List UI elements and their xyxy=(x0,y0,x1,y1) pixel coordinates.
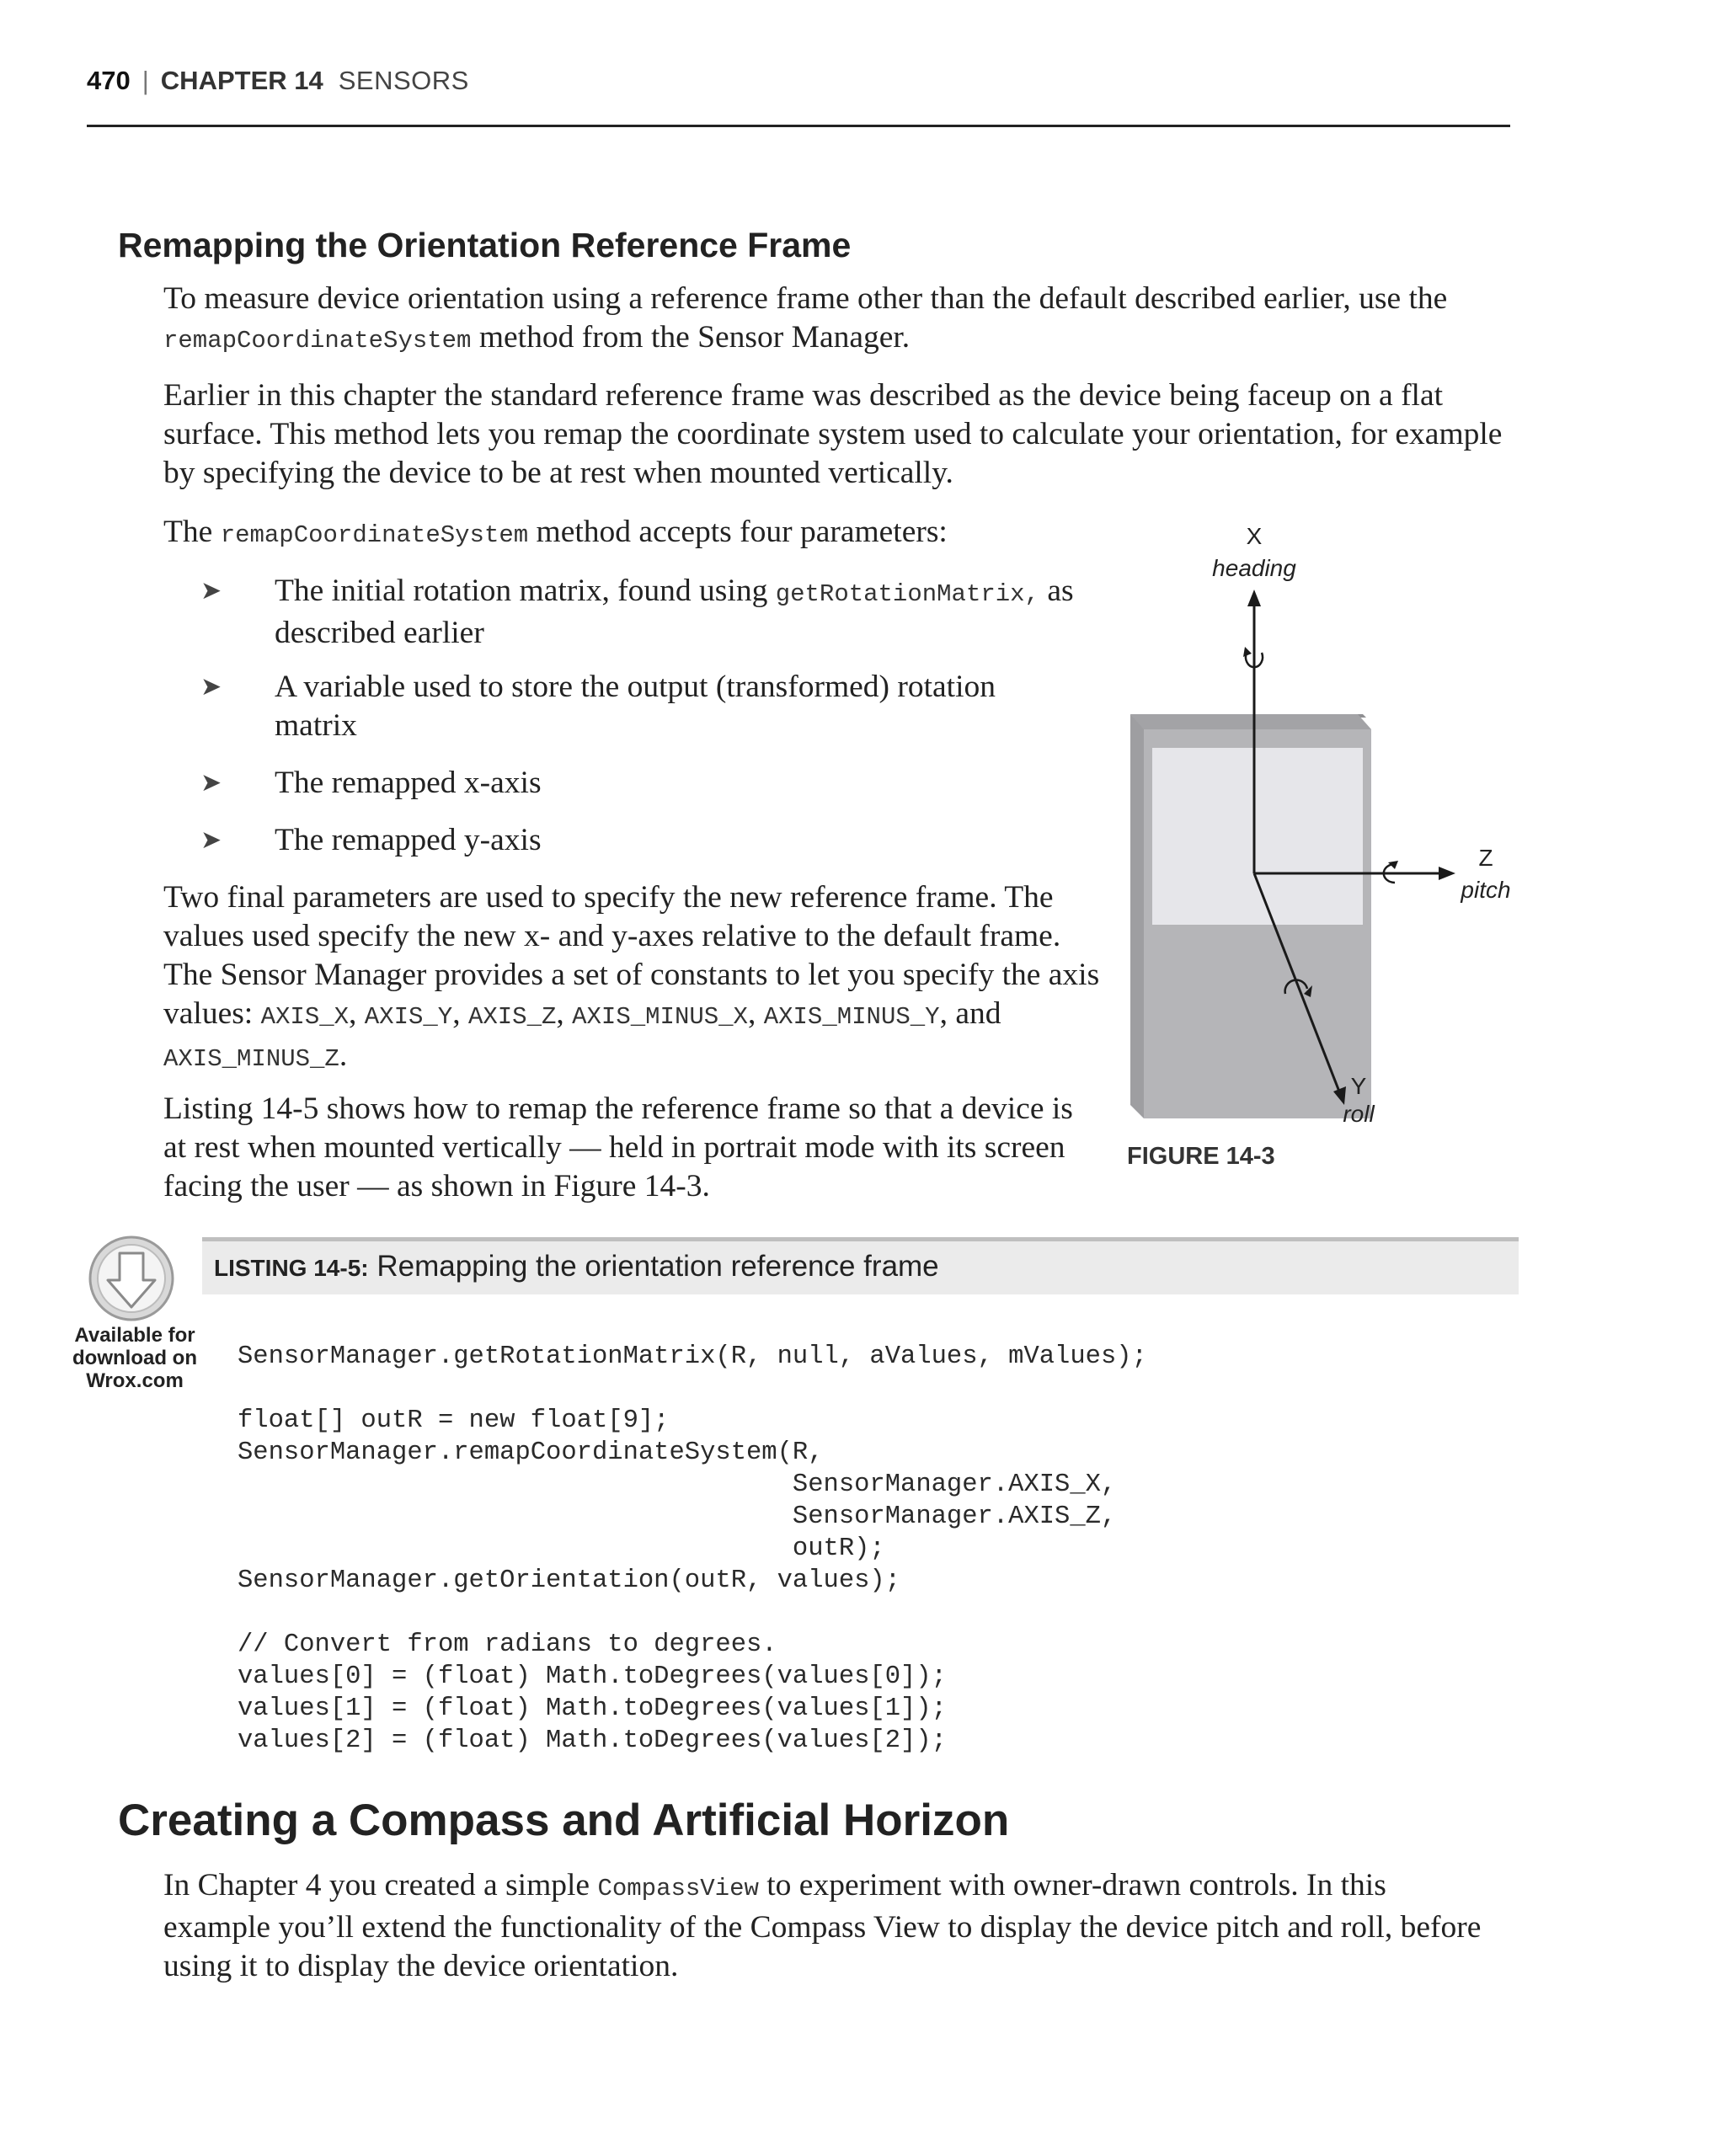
x-axis-arrowhead xyxy=(1247,590,1261,606)
inline-code: AXIS_X xyxy=(260,1003,350,1031)
device-screen xyxy=(1152,748,1363,925)
inline-code: AXIS_MINUS_Y xyxy=(763,1003,940,1031)
section-heading-remap: Remapping the Orientation Reference Frame xyxy=(118,226,852,264)
download-label-line: download on xyxy=(72,1347,197,1369)
inline-code: AXIS_MINUS_X xyxy=(572,1003,748,1031)
bullet-arrow-icon: ➤ xyxy=(200,672,222,702)
inline-code: remapCoordinateSystem xyxy=(220,521,529,549)
running-header xyxy=(87,66,469,96)
page-number: 470 xyxy=(87,66,131,95)
device-side-edge xyxy=(1130,714,1144,1118)
listing-title-text: Remapping the orientation reference frame xyxy=(377,1250,939,1283)
text-run: . xyxy=(339,1038,348,1073)
text-run: method accepts four parameters: xyxy=(528,515,948,549)
list-item-text xyxy=(275,572,1076,653)
text-run: To measure device orientation using a reference frame other than the default described earlier, use the xyxy=(163,281,1448,316)
paragraph-final-params: Two final parameters are used to specify the new reference frame. The values used specify the new x- and y-axes relative to the default frame. The Sensor Manager provides a set of constants to let you specify the axis values: AXIS_X, AXIS_Y, AXIS_Z, AXIS_MINUS_X, AXIS_MINUS_Y, and AXIS_MINUS_Z. xyxy=(163,880,1100,1073)
inline-code: getRotationMatrix, xyxy=(775,580,1039,608)
device-bevel xyxy=(1130,714,1371,729)
y-axis-label: Y xyxy=(1350,1073,1367,1099)
list-item-text: The remapped x-axis xyxy=(275,766,542,800)
text-run: The xyxy=(163,515,221,549)
download-label-line: Available for xyxy=(74,1324,195,1347)
listing-label: LISTING 14-5: xyxy=(214,1255,369,1281)
bullet-arrow-icon: ➤ xyxy=(200,576,222,606)
chapter-label: CHAPTER 14 xyxy=(160,66,323,95)
bullet-arrow-icon: ➤ xyxy=(200,768,222,798)
text-run: as described earlier xyxy=(275,574,1074,650)
text-run: The initial rotation matrix, found using xyxy=(275,574,776,608)
list-item-text: The remapped y-axis xyxy=(275,823,542,857)
paragraph-compass-intro xyxy=(163,1866,1486,1986)
list-item-text: A variable used to store the output (transformed) rotation matrix xyxy=(275,670,996,743)
text-run: In Chapter 4 you created a simple xyxy=(163,1868,598,1903)
x-axis-caption: heading xyxy=(1212,555,1296,581)
download-label-line: Wrox.com xyxy=(86,1369,184,1392)
text-run: to experiment with owner-drawn controls. In this example you’ll extend the functionality of the Compass View to display the device pitch and roll, before using it to display the device orientation. xyxy=(163,1868,1482,1983)
paragraph-four-params xyxy=(163,513,1174,555)
y-axis-caption: roll xyxy=(1343,1101,1375,1127)
download-label[interactable] xyxy=(72,1324,197,1392)
header-separator: | xyxy=(142,66,149,95)
inline-code: AXIS_Z xyxy=(467,1003,557,1031)
inline-code: AXIS_MINUS_Z xyxy=(163,1045,339,1073)
inline-code: CompassView xyxy=(597,1875,759,1903)
z-axis-label: Z xyxy=(1478,845,1493,871)
list-item xyxy=(200,764,1076,803)
listing-code: SensorManager.getRotationMatrix(R, null, aValues, mValues); float[] outR = new float[9]; SensorManager.remapCoordinateSystem(R, SensorManager.AXIS_X, SensorManager.AXIS_Z, outR); SensorManager.getOrientation(outR, values); // Convert from radians to degrees. values[0] = (float) Math.toDegrees(values[0]); values[1] = (float) Math.toDegrees(values[1]); values[2] = (float) Math.toDegrees(values[2]); xyxy=(238,1342,1147,1755)
inline-code: AXIS_Y xyxy=(364,1003,453,1031)
listing-title xyxy=(214,1250,939,1283)
inline-code: remapCoordinateSystem xyxy=(163,327,472,355)
x-axis-label: X xyxy=(1246,523,1263,549)
header-rule xyxy=(87,125,1510,127)
x-rotation-arrowhead xyxy=(1243,647,1252,657)
bullet-arrow-icon: ➤ xyxy=(200,825,222,855)
z-axis-caption: pitch xyxy=(1461,877,1511,903)
text-run: Two final parameters are used to specify the new reference frame. The values used specify the new x- and y-axes relative to the default frame. The Sensor Manager provides a set of constants to let you specify the axis values: xyxy=(163,880,1100,1031)
list-item xyxy=(200,668,1076,745)
text-run: , and xyxy=(939,996,1001,1031)
figure-caption: FIGURE 14-3 xyxy=(1127,1143,1275,1170)
list-item xyxy=(200,572,1076,653)
text-run: method from the Sensor Manager. xyxy=(471,320,911,355)
paragraph-listing-intro: Listing 14-5 shows how to remap the reference frame so that a device is at rest when mounted vertically — held in portrait mode with its screen facing the user — as shown in Figure 14-3. xyxy=(163,1091,1073,1203)
list-item xyxy=(200,821,1076,860)
z-axis-arrowhead xyxy=(1439,867,1455,880)
download-icon[interactable] xyxy=(88,1235,175,1322)
paragraph-remap-intro xyxy=(163,280,1511,360)
device-orientation-figure xyxy=(1120,522,1541,1179)
section-heading-compass: Creating a Compass and Artificial Horizon xyxy=(118,1796,1010,1845)
chapter-title: SENSORS xyxy=(338,66,469,95)
paragraph-standard-frame: Earlier in this chapter the standard reference frame was described as the device being faceup on a flat surface. This method lets you remap the coordinate system used to calculate your orientation, for example by specifying the device to be at rest when mounted vertically. xyxy=(163,378,1503,490)
